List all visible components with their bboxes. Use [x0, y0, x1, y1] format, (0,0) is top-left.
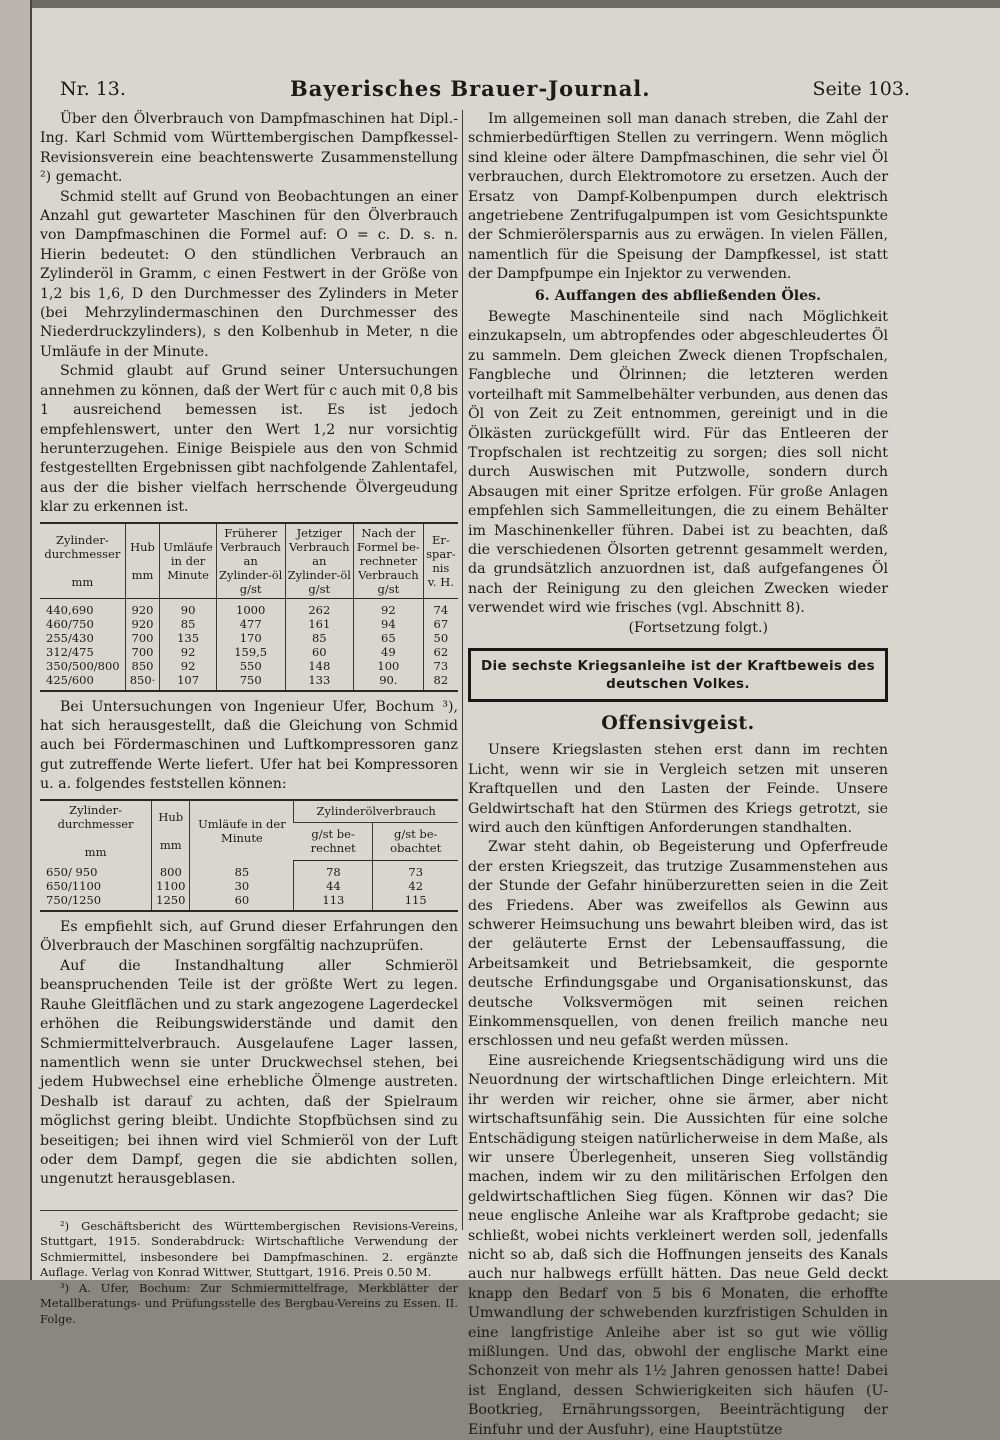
table-cell: 1000	[216, 598, 285, 617]
table-header: g/st be-obachtet	[373, 822, 458, 860]
table-row	[40, 645, 458, 659]
table-cell: 90	[160, 598, 216, 617]
table-cell: 115	[373, 893, 458, 911]
table-cell: 170	[216, 631, 285, 645]
table-header: Er-spar-nis v. H.	[423, 523, 458, 599]
table-cell: 460/750	[46, 616, 94, 631]
table-cell: 920	[125, 617, 160, 631]
table-cell: 850	[125, 659, 160, 673]
right-column	[468, 110, 888, 1440]
table-cell: 148	[285, 659, 354, 673]
issue-number: Nr. 13.	[60, 78, 126, 100]
table-cell: 255/430	[46, 630, 94, 645]
table-cell: 50	[423, 631, 458, 645]
paragraph: Bewegte Maschinenteile sind nach Möglichkeit einzukapseln, um abtropfendes oder abgeschleudertes Öl zu sammeln. Dem gleichen Zweck dienen Tropfschalen, Fangbleche und Ölrinnen; die letzteren werden vorteilhaft mit Sammelbehälter verbunden, aus denen das Öl von Zeit zu Zeit entnommen, gereinigt und in die Ölkästen zurückgefüllt wird. Für das Entleeren der Tropfschalen ist rechtzeitig zu sorgen; dies soll nicht durch Auswischen mit Putzwolle, sondern durch Absaugen mit einer Spritze erfolgen. Für große Anlagen empfehlen sich Sammelleitungen, die zu einem Behälter im Maschinenkeller führen. Dabei ist zu beachten, daß die verschiedenen Ölsorten getrennt gesammelt werden, da grundsätzlich anzuordnen ist, daß aufgefangenes Öl nach der Reinigung zu den gleichen Zwecken wieder verwendet wird wie frisches (vgl. Abschnitt 8).	[468, 309, 888, 617]
table-cell: 74	[423, 598, 458, 617]
table-row	[40, 598, 458, 617]
table-cell: 100	[354, 659, 424, 673]
footnotes	[40, 1210, 458, 1328]
table-cell: 85	[285, 631, 354, 645]
table-cell: 49	[354, 645, 424, 659]
journal-title: Bayerisches Brauer-Journal.	[290, 76, 651, 101]
table-header: g/st be-rechnet	[294, 822, 373, 860]
table-header: Nach der Formel be-rechneter Verbrauch g/st	[354, 523, 424, 599]
table-header: Umläufe in der Minute	[160, 523, 216, 599]
table-cell: 312/475	[46, 644, 94, 659]
table-cell: 262	[285, 598, 354, 617]
table-cell: 700	[125, 645, 160, 659]
paragraph: Es empfiehlt sich, auf Grund dieser Erfahrungen den Ölverbrauch der Maschinen sorgfältig nachzuprüfen.	[40, 919, 458, 955]
table-cell: 78	[294, 861, 373, 880]
paragraph: Eine ausreichende Kriegsentschädigung wird uns die Neuordnung der wirtschaftlichen Dinge erleichtern. Mit ihr werden wir reicher, ohne sie ärmer, aber nicht wirtschaftsunfähig sein. Die Aussichten für eine solche Entschädigung steigen natürlicherweise in dem Maße, als wir unsere Überlegenheit, unseren Sieg vollständig machen, indem wir zu den militärischen Erfolgen den geldwirtschaftlichen Sieg fügen. Können wir das? Die neue englische Anleihe war als Kraftprobe gedacht; sie schließt, wobei nichts verkleinert werden soll, jedenfalls nicht so ab, daß sich die Hoffnungen jenseits des Kanals auch nur halbwegs erfüllt hätten. Das neue Geld deckt knapp den Bedarf von 5 bis 6 Monaten, die erhoffte Umwandlung der schwebenden kurzfristigen Schulden in eine langfristige Anleihe aber ist so gut wie völlig mißlungen. Und das, obwohl der englische Markt eine Schonzeit von mehr als 1½ Jahren genossen hatte! Dabei ist England, dessen Schwierigkeiten sich häufen (U-Bootkrieg, Ernährungssorgen, Beeinträchtigung der Einfuhr und der Ausfuhr), eine Hauptstütze	[468, 1052, 888, 1438]
table-cell: 44	[294, 879, 373, 893]
table-header: Umläufe in der Minute	[190, 800, 294, 861]
table-cell: 477	[216, 617, 285, 631]
paragraph: Im allgemeinen soll man danach streben, die Zahl der schmierbedürftigen Stellen zu verringern. Wenn möglich sind kleine oder ältere Dampfmaschinen, die sehr viel Öl verbrauchen, durch Elektromotore zu ersetzen. Auch der Ersatz von Dampf-Kolbenpumpen durch elektrisch angetriebene Zentrifugalpumpen ist vom Gesichtspunkte der Schmierölersparnis aus zu erwägen. In vielen Fällen, namentlich für die Speisung der Dampfkessel, ist statt der Dampfpumpe ein Injektor zu verwenden.	[468, 111, 888, 283]
table-cell: 750/1250	[40, 893, 152, 911]
page-number: Seite 103.	[812, 78, 910, 100]
table-cell: 62	[423, 645, 458, 659]
table-cell: 65	[354, 631, 424, 645]
table-cell: 700	[125, 631, 160, 645]
table-row	[40, 673, 458, 691]
table-cell: 73	[373, 861, 458, 880]
table-row	[40, 617, 458, 631]
table-cell: 92	[354, 598, 424, 617]
paragraph: Unsere Kriegslasten stehen erst dann im rechten Licht, wenn wir sie in Vergleich setzen mit unseren Kraftquellen und den Lasten der Feinde. Unsere Geldwirtschaft hat den Stürmen des Kriegs getrotzt, sie wird auch den künftigen Anforderungen standhalten.	[468, 742, 888, 836]
table-header: Jetziger Verbrauch an Zylinder-öl g/st	[285, 523, 354, 599]
table-cell: 1100	[152, 879, 190, 893]
table-cell: 85	[160, 617, 216, 631]
table-cell: 550	[216, 659, 285, 673]
table-cell: 440,690	[46, 602, 94, 617]
table-row	[40, 631, 458, 645]
table-cell: 135	[160, 631, 216, 645]
table-cell: 90.	[354, 673, 424, 691]
table-cell: 650/ 950	[46, 864, 98, 879]
table-cell: 850·	[125, 673, 160, 691]
table-cell: 73	[423, 659, 458, 673]
paragraph: Zwar steht dahin, ob Begeisterung und Opferfreude der ersten Kriegszeit, das trutzige Zusammenstehen aus der Stunde der Gefahr hinüberzuretten seien in die Zeit des Friedens. Aber was zweifellos als Gewinn aus schwerer Heimsuchung uns bewahrt bleiben wird, das ist der geläuterte Ernst der Lebensauffassung, die Arbeitsamkeit und Betriebsamkeit, die gespornte deutsche Erfindungsgabe und Organisationskunst, das deutsche Volksvermögen mit seinen reichen Einkommensquellen, von denen freilich manche neu erschlossen und neu gefaßt werden müssen.	[468, 839, 888, 1050]
table-cell: 800	[152, 861, 190, 880]
table-cell: 82	[423, 673, 458, 691]
table-cell: 159,5	[216, 645, 285, 659]
table-row	[40, 893, 458, 911]
table-header: Hub mm	[152, 800, 190, 861]
footnote: ²) Geschäftsbericht des Württembergischen Revisions-Vereins, Stuttgart, 1915. Sonderabdruck: Wirtschaftliche Verwendung der Schmiermittel, insbesondere bei Dampfmaschinen. 2. ergänzte Auflage. Verlag von Konrad Wittwer, Stuttgart, 1916. Preis 0.50 M.	[40, 1218, 458, 1280]
table-cell: 30	[190, 879, 294, 893]
article-title: Offensivgeist.	[601, 711, 755, 734]
table-cell: 133	[285, 673, 354, 691]
table-cell: 94	[354, 617, 424, 631]
page-header	[60, 74, 910, 102]
table-header: Hub mm	[125, 523, 160, 599]
footnote: ³) A. Ufer, Bochum: Zur Schmiermittelfrage, Merkblätter der Metallberatungs- und Prüfungsstelle des Bergbau-Vereins zu Essen. II. Folge.	[40, 1280, 458, 1326]
continuation-note: (Fortsetzung folgt.)	[628, 619, 768, 636]
paragraph: Schmid stellt auf Grund von Beobachtungen an einer Anzahl gut gewarteter Maschinen für den Ölverbrauch von Dampfmaschinen die Formel auf: O = c. D. s. n. Hierin bedeutet: O den stündlichen Verbrauch an Zylinderöl in Gramm, c einen Festwert in der Größe von 1,2 bis 1,6, D den Durchmesser des Zylinders in Meter (bei Mehrzylindermaschinen den Durchmesser des Niederdruckzylinders), s den Kolbenhub in Meter, n die Umläufe in der Minute.	[40, 188, 458, 360]
paragraph: Auf die Instandhaltung aller Schmieröl beanspruchenden Teile ist der größte Wert zu legen. Rauhe Gleitflächen und zu stark angezogene Lagerdeckel erhöhen die Reibungswiderstände und damit den Schmiermittelverbrauch. Ausgelaufene Lager lassen, namentlich wenn sie unter Druckwechsel stehen, bei jedem Hubwechsel eine erhebliche Ölmenge austreten. Deshalb ist darauf zu achten, daß der Spielraum möglichst gering bleibt. Undichte Stopfbüchsen sind zu beseitigen; bei ihnen wird viel Schmieröl von der Luft oder dem Dampf, gegen die sie abdichten sollen, ungenutzt herausgeblasen.	[40, 957, 458, 1188]
table-cell: 92	[160, 659, 216, 673]
table-cell: 60	[285, 645, 354, 659]
table-cell: 350/500/800	[46, 658, 120, 673]
table-header: Zylinderölverbrauch	[294, 800, 458, 823]
paragraph: Schmid glaubt auf Grund seiner Untersuchungen annehmen zu können, daß der Wert für c auch mit 0,8 bis 1 ausreichend bemessen ist. Es ist jedoch empfehlenswert, unter den Wert 1,2 nur vorsichtig herunterzugehen. Einige Beispiele aus den von Schmid festgestellten Ergebnissen gibt nachfolgende Zahlentafel, aus der die bisher vielfach herrschende Ölvergeudung klar zu erkennen ist.	[40, 363, 458, 516]
column-rule	[462, 110, 463, 1230]
table-cell: 650/1100	[46, 879, 102, 894]
compressor-table	[40, 799, 458, 913]
table-cell: 60	[190, 893, 294, 911]
table-cell: 920	[125, 598, 160, 617]
previous-page-edge	[0, 0, 32, 1280]
table-cell: 425/600	[40, 673, 125, 691]
table-row	[40, 879, 458, 893]
left-column	[40, 110, 458, 1327]
newspaper-page	[32, 8, 1000, 1438]
table-row	[40, 659, 458, 673]
table-cell: 85	[190, 861, 294, 880]
table-row	[40, 861, 458, 880]
table-cell: 42	[373, 879, 458, 893]
table-cell: 1250	[152, 893, 190, 911]
table-cell: 92	[160, 645, 216, 659]
paragraph: Bei Untersuchungen von Ingenieur Ufer, Bochum ³), hat sich herausgestellt, daß die Gleichung von Schmid auch bei Fördermaschinen und Luftkompressoren ganz gut zutreffende Werte liefert. Ufer hat bei Kompressoren u. a. folgendes feststellen können:	[40, 698, 458, 793]
table-header: Früherer Verbrauch an Zylinder-öl g/st	[216, 523, 285, 599]
paragraph: Über den Ölverbrauch von Dampfmaschinen hat Dipl.-Ing. Karl Schmid vom Württembergischen Dampfkessel-Revisionsverein eine beachtenswerte Zusammenstellung ²) gemacht.	[40, 111, 458, 186]
table-cell: 113	[294, 893, 373, 911]
table-cell: 161	[285, 617, 354, 631]
section-heading: 6. Auffangen des abfließenden Öles.	[534, 287, 822, 304]
table-header: Zylinder-durchmesser mm	[40, 800, 152, 861]
table-cell: 107	[160, 673, 216, 691]
table-cell: 750	[216, 673, 285, 691]
table-header: Zylinder-durchmesser mm	[40, 523, 125, 599]
war-loan-banner: Die sechste Kriegsanleihe ist der Kraftbeweis des deutschen Volkes.	[468, 648, 888, 702]
table-cell: 67	[423, 617, 458, 631]
oil-consumption-table	[40, 522, 458, 692]
